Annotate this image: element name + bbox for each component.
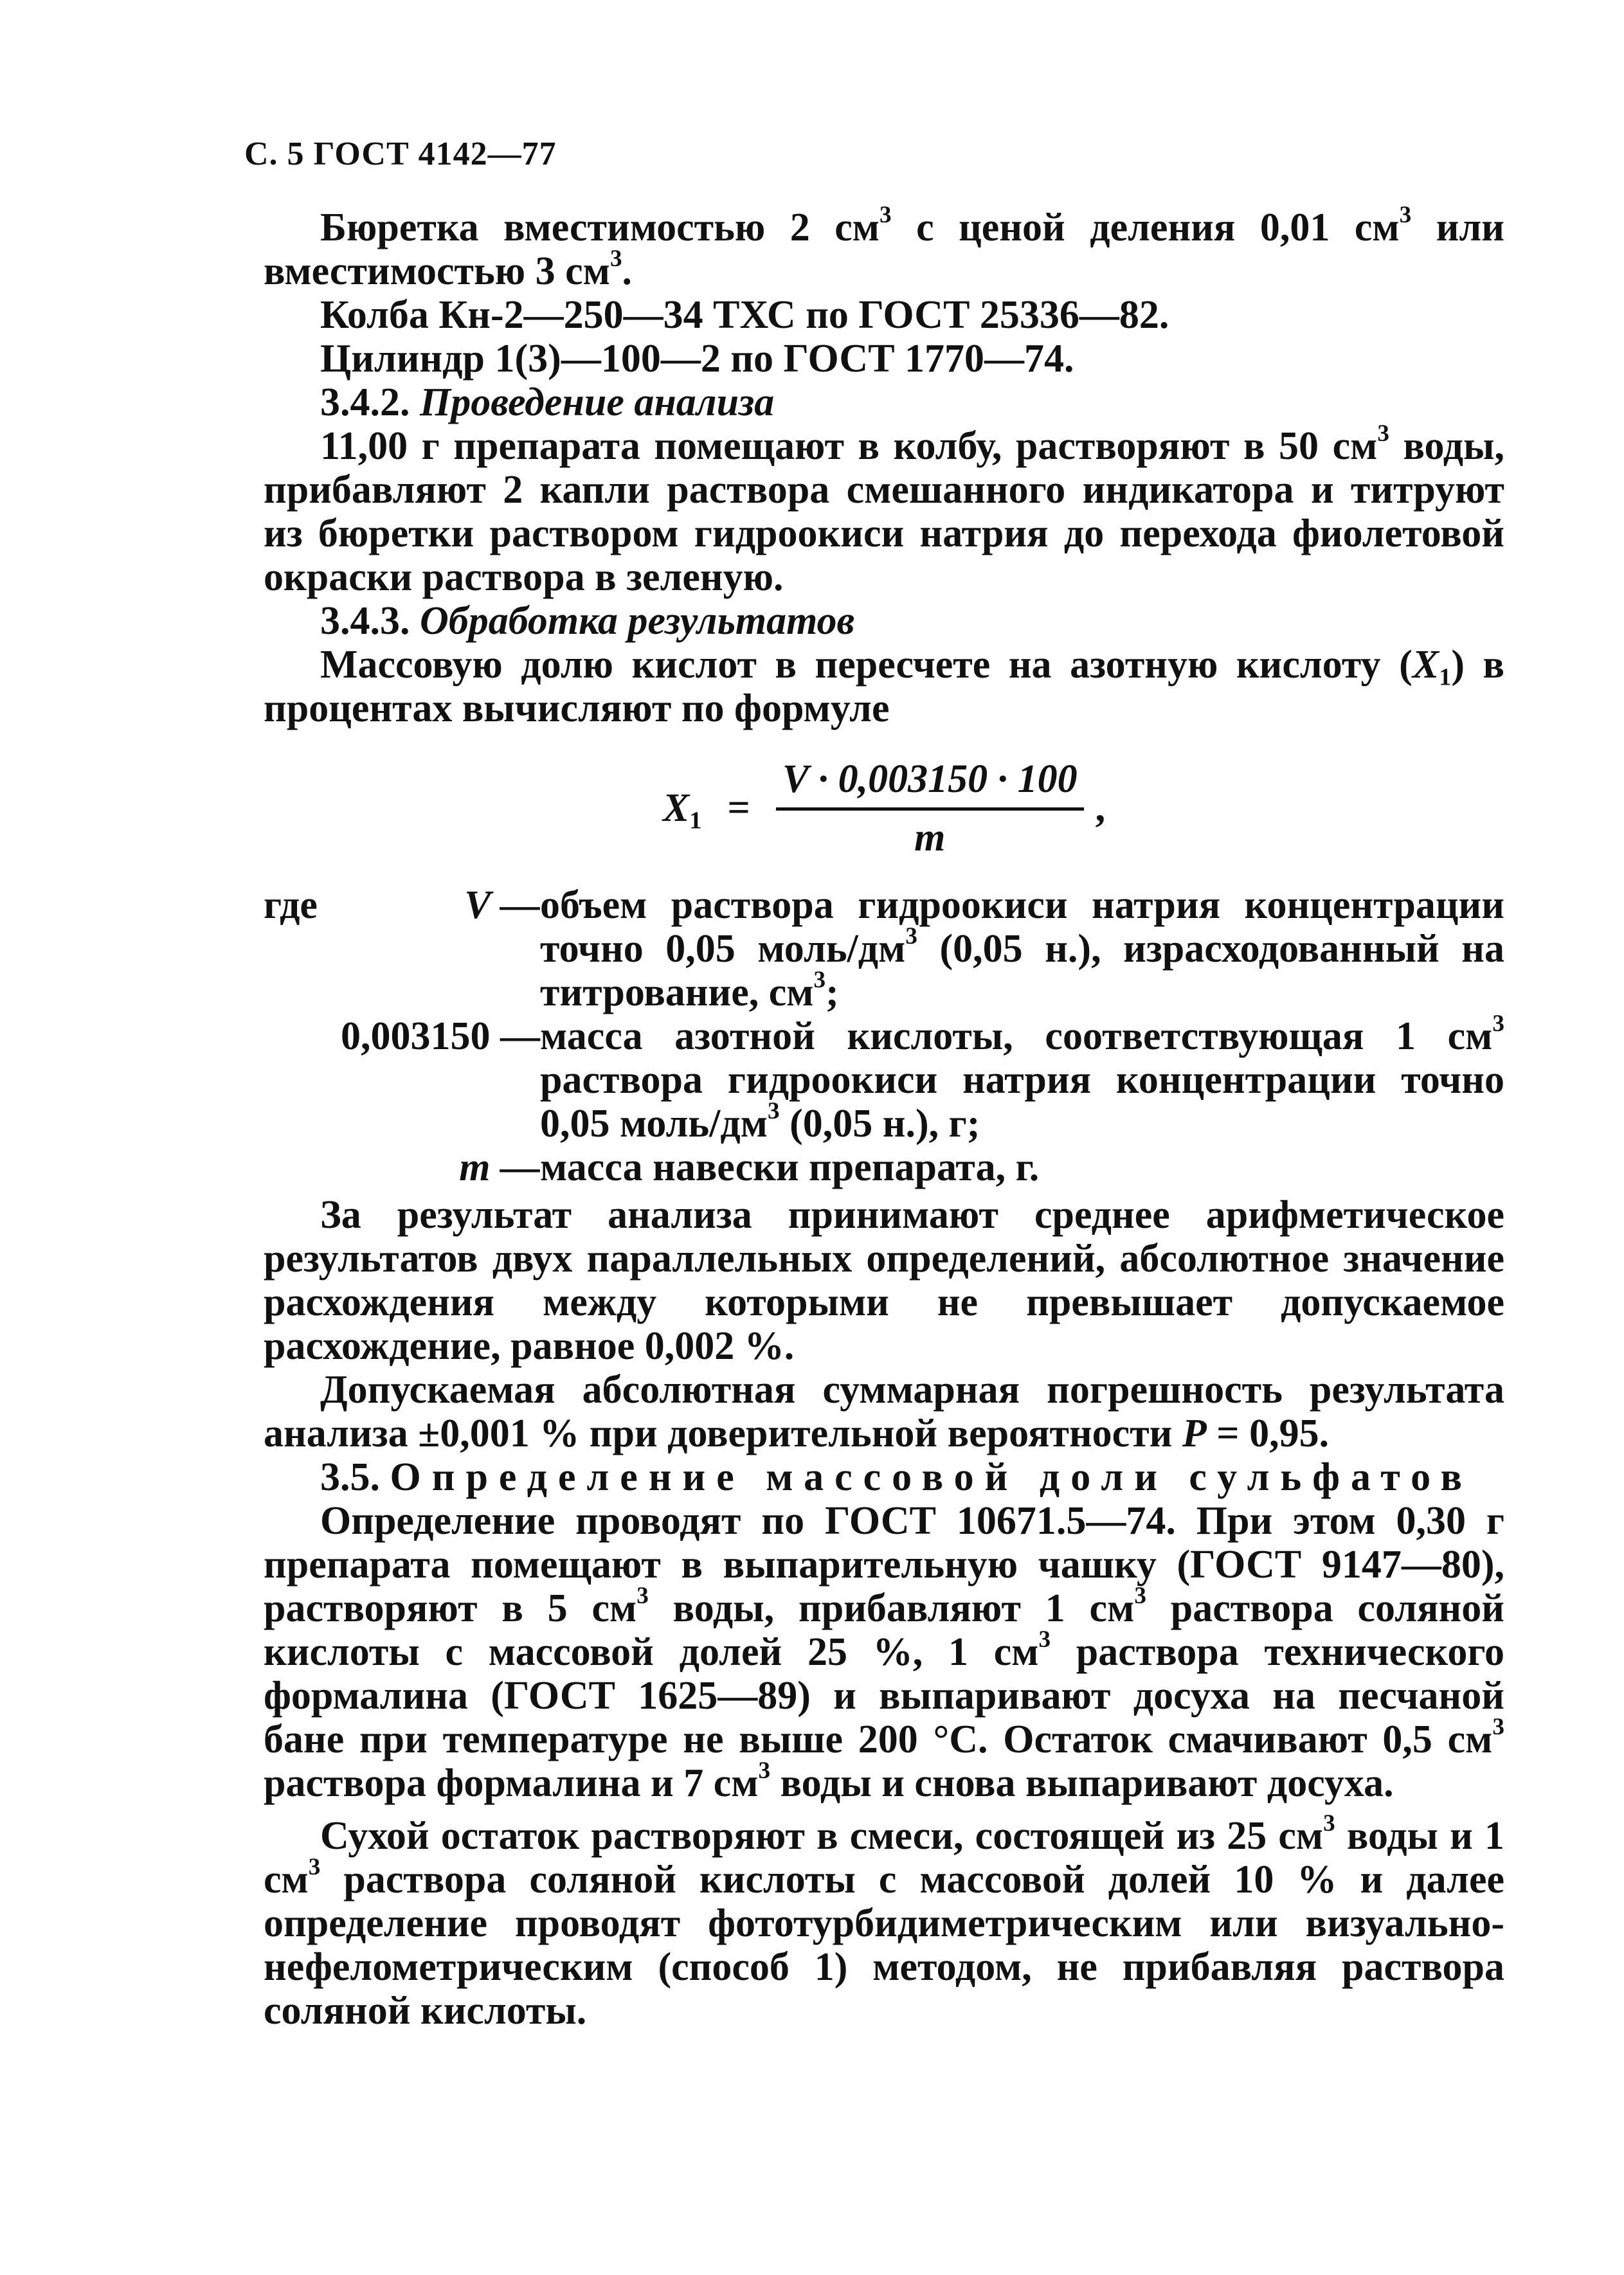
- formula-equals: =: [727, 786, 750, 830]
- section-title-3-4-2: Проведение анализа: [420, 381, 775, 424]
- page-header: С. 5 ГОСТ 4142—77: [244, 136, 557, 172]
- where-label: где: [264, 883, 318, 927]
- definition-row: [264, 1014, 1504, 1146]
- section-title-3-5: Определение массовой доли сульфатов: [390, 1455, 1474, 1499]
- paragraph-error: Допускаемая абсолютная суммарная погрешность результата анализа ±0,001 % при доверительной вероятности P = 0,95.: [264, 1368, 1504, 1455]
- section-heading-3-4-2: 3.4.2. Проведение анализа: [320, 381, 775, 424]
- definition-row: [264, 883, 1504, 1014]
- formula-numerator: V · 0,003150 · 100: [782, 757, 1078, 801]
- formula-fraction: [776, 757, 1084, 859]
- formula-denominator: m: [914, 815, 946, 859]
- section-heading-3-5: 3.5. Определение массовой доли сульфатов: [320, 1455, 1474, 1499]
- paragraph-buret: Бюретка вместимостью 2 $см^3$ с ценой деления 0,01 $см^3$ или вместимостью 3 $см^3$.: [264, 202, 1504, 293]
- paragraph-procedure: 11,00 г препарата помещают в колбу, растворяют в 50 $см^3$ воды, прибавляют 2 капли раствора смешанного индикатора и титруют из бюретки раствором гидроокиси натрия до перехода фиолетовой окраски раствора в зеленую.: [264, 420, 1505, 599]
- document-body: [264, 202, 1505, 2033]
- definition-text: масса навески препарата, г.: [540, 1146, 1040, 1189]
- definition-symbol: 0,003150 —: [341, 1014, 540, 1058]
- paragraph-mass-fraction: Массовую долю кислот в пересчете на азотную кислоту $(X_1)$ в процентах вычисляют по формуле: [264, 643, 1504, 730]
- paragraph-dry-residue: Сухой остаток растворяют в смеси, состоящей из 25 $см^3$ воды и 1 $см^3$ раствора соляной кислоты с массовой долей 10 % и далее определение проводят фототурбидиметрическим или визуально-нефелометрическим (способ 1) методом, не прибавляя раствора соляной кислоты.: [264, 1810, 1505, 2033]
- paragraph-sulfates: Определение проводят по ГОСТ 10671.5—74. При этом 0,30 г препарата помещают в выпарительную чашку (ГОСТ 9147—80), растворяют в 5 $см^3$ воды, прибавляют 1 $см^3$ раствора соляной кислоты с массовой долей 25 %, 1 $см^3$ раствора технического формалина (ГОСТ 1625—89) и выпаривают досуха на песчаной бане при температуре не выше 200 °С. Остаток смачивают 0,5 $см^3$ раствора формалина и 7 $см^3$ воды и снова выпаривают досуха.: [264, 1499, 1504, 1805]
- formula: [264, 757, 1504, 859]
- paragraph-result: За результат анализа принимают среднее арифметическое результатов двух параллельных определений, абсолютное значение расхождения между которыми не превышает допускаемое расхождение, равное 0,002 %.: [264, 1193, 1504, 1368]
- definitions-table: [264, 883, 1504, 1189]
- definition-text: масса азотной кислоты, соответствующая 1 $см^3$ раствора гидроокиси натрия концентрации точно 0,05 моль/$дм^3$ (0,05 н.), г;: [540, 1011, 1504, 1146]
- formula-lhs: $X_1$: [662, 786, 702, 834]
- formula-comma: ,: [1095, 786, 1106, 830]
- section-heading-3-4-3: 3.4.3. Обработка результатов: [320, 599, 855, 643]
- definition-row: [264, 1146, 1504, 1189]
- section-title-3-4-3: Обработка результатов: [420, 599, 855, 643]
- definition-symbol: m —: [459, 1146, 540, 1189]
- definition-text: объем раствора гидроокиси натрия концентрации точно 0,05 моль/$дм^3$ (0,05 н.), израсходованный на титрование, $см^3$;: [540, 883, 1504, 1014]
- definition-symbol: V —: [464, 883, 540, 927]
- paragraph-cylinder: Цилиндр 1(3)—100—2 по ГОСТ 1770—74.: [320, 337, 1074, 381]
- paragraph-flask: Колба Кн-2—250—34 ТХС по ГОСТ 25336—82.: [320, 293, 1169, 337]
